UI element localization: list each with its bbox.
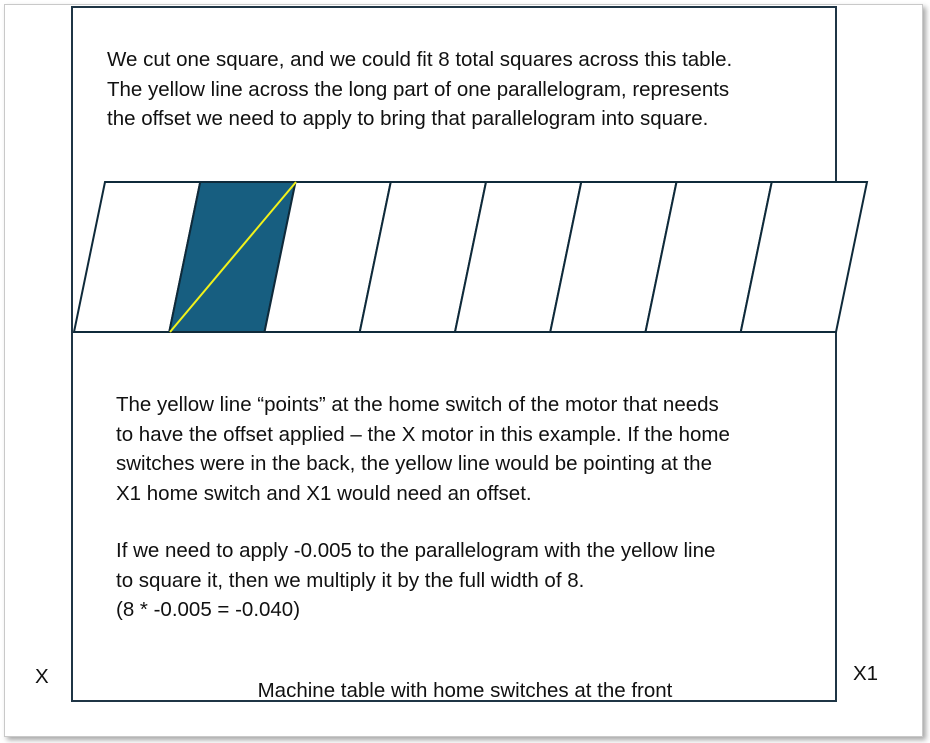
- table-caption: Machine table with home switches at the front: [257, 679, 673, 702]
- explanation-paragraph: The yellow line “points” at the home switch of the motor that needs to have the offset applied – the X motor in this example. If the home switches were in the back, the yellow line would be pointing at the X1 home switch and X1 would need an offset.: [116, 393, 730, 505]
- calculation-paragraph: If we need to apply -0.005 to the parallelogram with the yellow line to square it, then we multiply it by the full width of 8. (8 * -0.005 = -0.040): [116, 539, 716, 621]
- x-motor-label: X: [35, 665, 49, 688]
- intro-paragraph: We cut one square, and we could fit 8 total squares across this table. The yellow line across the long part of one parallelogram, represents the offset we need to apply to bring that parallelogram into square.: [107, 48, 733, 130]
- parallelogram-group: [74, 182, 867, 332]
- x1-motor-label: X1: [853, 662, 879, 685]
